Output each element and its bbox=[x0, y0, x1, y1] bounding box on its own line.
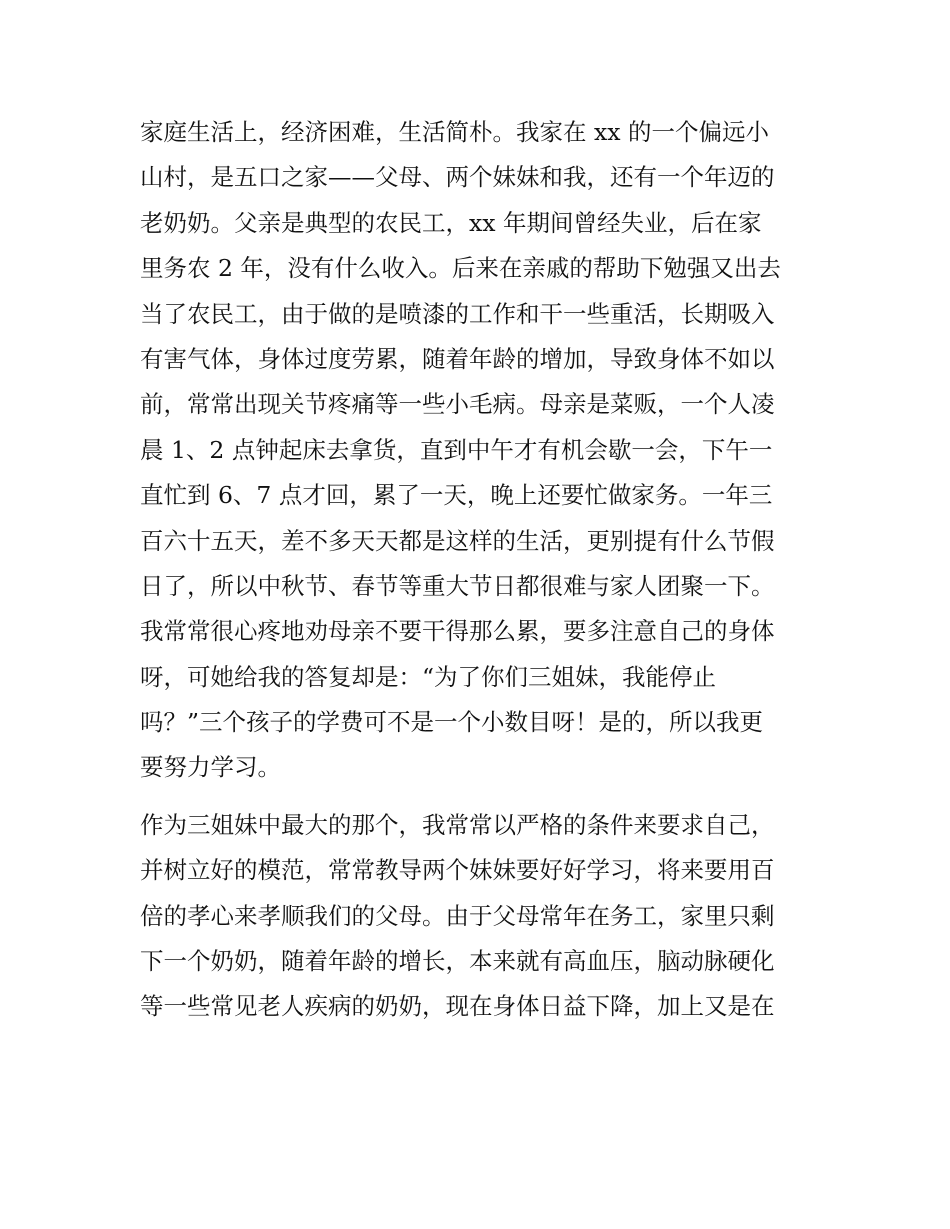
text-line: 我常常很心疼地劝母亲不要干得那么累，要多注意自己的身体 bbox=[140, 617, 775, 646]
paragraph-gap bbox=[140, 791, 830, 803]
text-line: 百六十五天，差不多天天都是这样的生活，更别提有什么节假 bbox=[140, 526, 775, 555]
text-line: 日了，所以中秋节、春节等重大节日都很难与家人团聚一下。 bbox=[140, 571, 775, 600]
text-line: 下一个奶奶，随着年龄的增长，本来就有高血压，脑动脉硬化 bbox=[140, 947, 775, 976]
text-line: 里务农 2 年，没有什么收入。后来在亲戚的帮助下勉强又出去 bbox=[140, 254, 781, 283]
text-line: 并树立好的模范，常常教导两个妹妹要好好学习，将来要用百 bbox=[140, 856, 775, 885]
text-line: 家庭生活上，经济困难，生活简朴。我家在 xx 的一个偏远小 bbox=[140, 118, 769, 146]
text-line: 当了农民工，由于做的是喷漆的工作和干一些重活，长期吸入 bbox=[140, 299, 775, 328]
text-line: 山村，是五口之家——父母、两个妹妹和我，还有一个年迈的 bbox=[140, 163, 775, 192]
text-line: 直忙到 6、7 点才回，累了一天，晚上还要忙做家务。一年三 bbox=[140, 481, 773, 510]
text-line: 晨 1、2 点钟起床去拿货，直到中午才有机会歇一会，下午一 bbox=[140, 435, 773, 464]
text-line: 有害气体，身体过度劳累，随着年龄的增加，导致身体不如以 bbox=[140, 344, 775, 373]
text-line: 倍的孝心来孝顺我们的父母。由于父母常年在务工，家里只剩 bbox=[140, 901, 775, 930]
text-line: 等一些常见老人疾病的奶奶，现在身体日益下降，加上又是在 bbox=[140, 992, 775, 1021]
text-body bbox=[140, 110, 830, 1030]
text-line: 老奶奶。父亲是典型的农民工，xx 年期间曾经失业，后在家 bbox=[140, 208, 762, 237]
text-line: 要努力学习。 bbox=[140, 753, 281, 782]
text-line: 吗？”三个孩子的学费可不是一个小数目呀！是的，所以我更 bbox=[140, 708, 764, 737]
text-line: 前，常常出现关节疼痛等一些小毛病。母亲是菜贩，一个人凌 bbox=[140, 390, 775, 419]
text-line: 作为三姐妹中最大的那个，我常常以严格的条件来要求自己， bbox=[140, 810, 775, 839]
text-line: 呀，可她给我的答复却是：“为了你们三姐妹，我能停止 bbox=[140, 662, 717, 691]
